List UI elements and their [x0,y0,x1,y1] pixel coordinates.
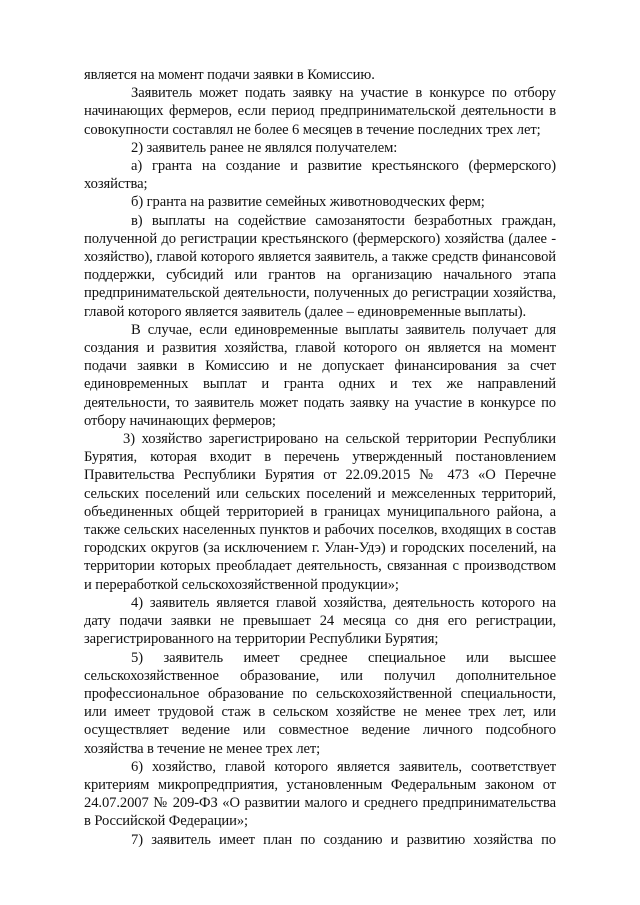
paragraph-item-7: 7) заявитель имеет план по созданию и развитию хозяйства по [131,831,556,848]
paragraph-lump-sum-case: В случае, если единовременные выплаты заявитель получает для создания и развития хозяйства, главой которого он является на момент подачи заявки в Комиссию и не допускает финансирования за счет единовременных выплат и гранта одних и тех же направлений деятельности, то заявитель может подать заявку на участие в конкурсе по отбору начинающих фермеров; [84,321,556,429]
paragraph-item-5: 5) заявитель имеет среднее специальное или высшее сельскохозяйственное образование, или получил дополнительное профессиональное образование по сельскохозяйственной специальности, или имеет трудовой стаж в сельском хозяйстве не менее трех лет, или осуществляет ведение или совместное ведение личного подсобного хозяйства в течение не менее трех лет; [84,649,556,757]
paragraph-item-4: 4) заявитель является главой хозяйства, деятельность которого на дату подачи заявки не превышает 24 месяца со дня его регистрации, зарегистрированного на территории Республики Бурятия; [84,594,556,648]
paragraph-item-2c: в) выплаты на содействие самозанятости безработных граждан, полученной до регистрации крестьянского (фермерского) хозяйства (далее - хозяйство), главой которого является заявитель, а также средств финансовой поддержки, субсидий или грантов на организацию начального этапа предпринимательской деятельности, полученных до регистрации хозяйства, главой которого является заявитель (далее – единовременные выплаты). [84,212,556,320]
paragraph-item-2a: а) гранта на создание и развитие крестьянского (фермерского) хозяйства; [84,158,556,193]
paragraph-continuation: является на момент подачи заявки в Комиссию. [84,67,375,83]
paragraph-item-2b: б) гранта на развитие семейных животноводческих ферм; [131,194,485,211]
paragraph-item-3: 3) хозяйство зарегистрировано на сельской территории Республики Бурятия, которая входит в перечень утвержденный постановлением Правительства Республики Бурятия от 22.09.2015 № 473 «О Перечне сельских поселений или сельских поселений и межселенных территорий, объединенных общей территорией в границах муниципального района, а также сельских населенных пунктов и рабочих поселков, входящих в состав городских округов (за исключением г. Улан-Удэ) и городских поселений, на территории которых преобладает деятельность, связанная с производством и переработкой сельскохозяйственной продукции»; [84,431,556,593]
document-page [84,66,556,849]
paragraph-item-6: 6) хозяйство, главой которого является заявитель, соответствует критериям микропредприятия, установленным Федеральным законом от 24.07.2007 № 209-ФЗ «О развитии малого и среднего предпринимательства в Российской Федерации»; [84,758,556,830]
paragraph-item-2: 2) заявитель ранее не являлся получателем: [131,139,398,156]
paragraph-applicant-period: Заявитель может подать заявку на участие в конкурсе по отбору начинающих фермеров, если период предпринимательской деятельности в совокупности составлял не более 6 месяцев в течение последних трех лет; [84,85,556,138]
